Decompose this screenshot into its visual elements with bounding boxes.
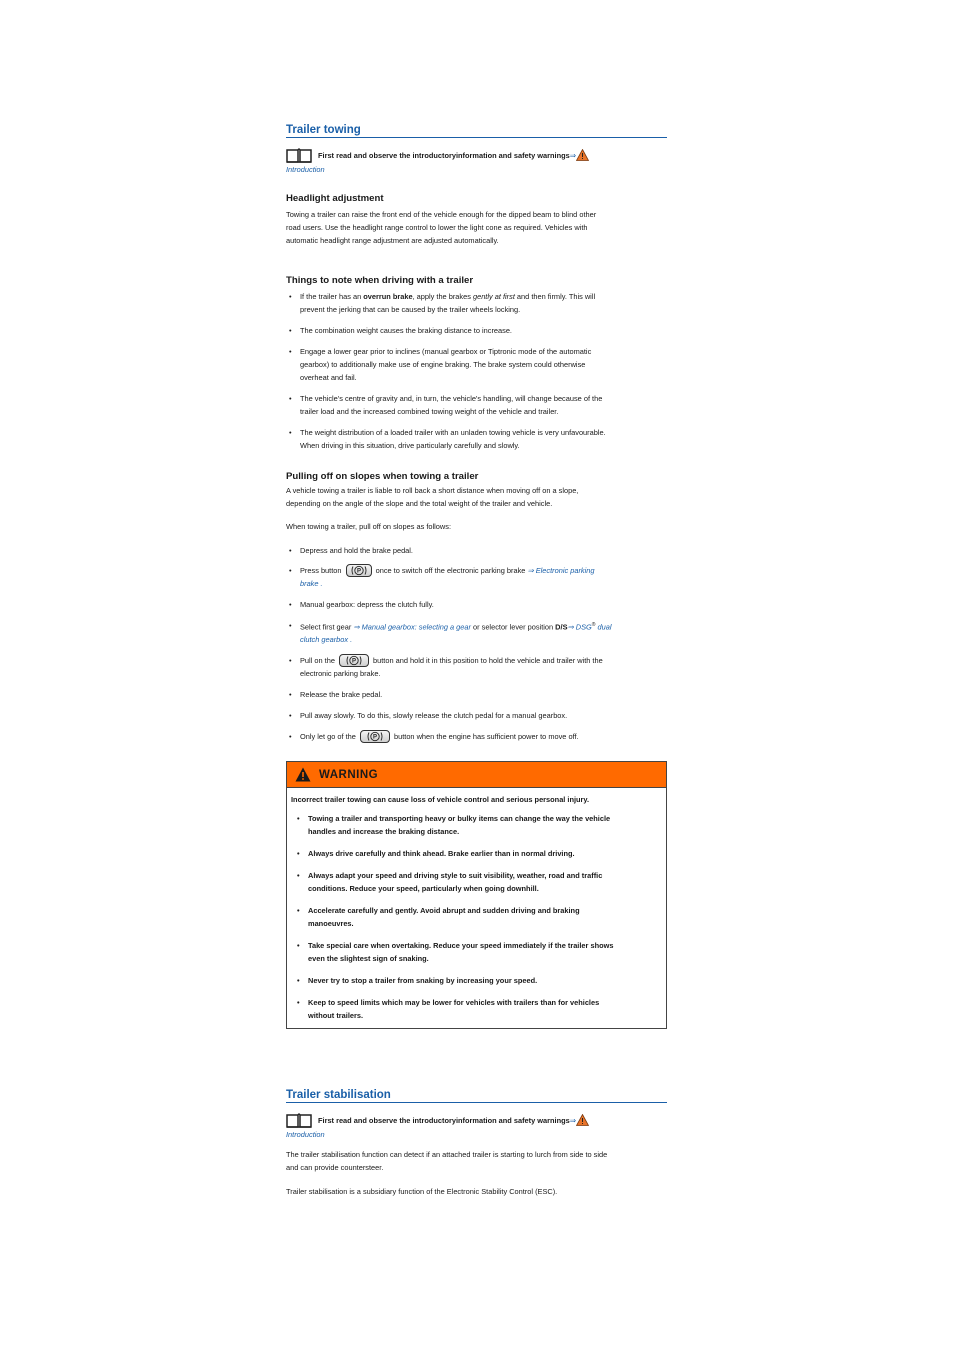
link-dsg-cont[interactable]: dual <box>595 622 612 632</box>
list-item: • The weight distribution of a loaded trailer with an unladen towing vehicle is very unfavourable. When driving in this situation, drive particularly carefully and slowly. <box>286 426 667 452</box>
text-line: automatic headlight range adjustment are adjusted automatically. <box>286 236 499 245</box>
svg-text:P: P <box>351 659 356 666</box>
parking-brake-button-icon <box>346 564 372 577</box>
list-item: • Towing a trailer and transporting heavy or bulky items can change the way the vehicle handles and increase the braking distance. <box>291 812 662 838</box>
slopes-lead: When towing a trailer, pull off on slopes as follows: <box>286 522 452 531</box>
link-electronic-parking-brake-cont[interactable]: brake . <box>300 579 323 588</box>
text-line: road users. Use the headlight range control to lower the light cone as required. Vehicles with <box>286 223 588 232</box>
warning-triangle-icon <box>295 767 311 782</box>
intro-link[interactable]: Introduction <box>286 165 325 174</box>
warning-box <box>286 761 667 1029</box>
list-item: • Engage a lower gear prior to inclines (manual gearbox or Tiptronic mode of the automatic gearbox) to additionally make use of engine braking. The brake system could otherwise overheat and fail. <box>286 345 667 384</box>
slopes-steps <box>286 544 667 743</box>
link-manual-gearbox[interactable]: ⇒ Manual gearbox: selecting a gear <box>353 622 471 632</box>
manual-page <box>286 124 667 1198</box>
things-list <box>286 290 667 452</box>
text-line: The trailer stabilisation function can detect if an attached trailer is starting to lurch from side to side <box>286 1150 608 1160</box>
section-title-trailer-towing: Trailer towing <box>286 124 667 138</box>
section-title-trailer-stabilisation: Trailer stabilisation <box>286 1089 667 1103</box>
things-title: Things to note when driving with a trailer <box>286 275 474 286</box>
svg-text:P: P <box>372 735 377 742</box>
book-icon <box>286 147 312 163</box>
intro-note <box>286 1112 667 1128</box>
list-item: • Always adapt your speed and driving style to suit visibility, weather, road and traffic conditions. Reduce your speed, particularly when going downhill. <box>291 869 662 895</box>
parking-brake-button-icon <box>360 730 390 743</box>
intro-arrow[interactable]: ⇒ <box>569 150 576 160</box>
list-item: • The vehicle's centre of gravity and, in turn, the vehicle's handling, will change because of the trailer load and the increased combined towing weight of the vehicle and trailer. <box>286 392 667 418</box>
headlight-paragraph <box>286 208 667 247</box>
intro-arrow[interactable]: ⇒ <box>569 1115 576 1125</box>
intro-text: First read and observe the introductoryinformation and safety warnings <box>318 150 570 160</box>
intro-note <box>286 147 667 163</box>
list-item: • Select first gear ⇒ Manual gearbox: selecting a gear or selector lever position D/S⇒ DSG® dual clutch gearbox . <box>286 619 667 646</box>
stabilisation-paragraph <box>286 1148 667 1174</box>
warning-list <box>291 812 662 1022</box>
list-item: • Accelerate carefully and gently. Avoid abrupt and sudden driving and braking manoeuvres. <box>291 904 662 930</box>
stabilisation-note: Trailer stabilisation is a subsidiary function of the Electronic Stability Control (ESC). <box>286 1187 558 1197</box>
text-line: depending on the angle of the slope and the total weight of the trailer and vehicle. <box>286 499 553 508</box>
warning-triangle-icon[interactable] <box>576 1114 589 1126</box>
text-line: A vehicle towing a trailer is liable to roll back a short distance when moving off on a slope, <box>286 486 579 495</box>
list-item: • Only let go of the P button when the engine has sufficient power to move off. <box>286 730 667 743</box>
warning-triangle-icon[interactable] <box>576 149 589 161</box>
list-item: • Take special care when overtaking. Reduce your speed immediately if the trailer shows even the slightest sign of snaking. <box>291 939 662 965</box>
link-dsg[interactable]: ⇒ DSG <box>567 622 592 632</box>
text-line: and can provide countersteer. <box>286 1163 384 1173</box>
list-item: • Manual gearbox: depress the clutch fully. <box>286 598 667 611</box>
text-line: Towing a trailer can raise the front end of the vehicle enough for the dipped beam to blind other <box>286 210 597 219</box>
link-dsg-cont2[interactable]: clutch gearbox . <box>300 635 353 645</box>
warning-header <box>287 762 666 788</box>
slopes-title: Pulling off on slopes when towing a trailer <box>286 471 479 482</box>
warning-title: WARNING <box>319 768 379 781</box>
list-item: • Always drive carefully and think ahead. Brake earlier than in normal driving. <box>291 847 662 860</box>
list-item: • Pull on the P button and hold it in this position to hold the vehicle and trailer with the electronic parking brake. <box>286 654 667 680</box>
list-item: • Release the brake pedal. <box>286 688 667 701</box>
list-item: • Pull away slowly. To do this, slowly release the clutch pedal for a manual gearbox. <box>286 709 667 722</box>
headlight-title: Headlight adjustment <box>286 193 384 204</box>
slopes-paragraph <box>286 484 667 510</box>
warning-lead: Incorrect trailer towing can cause loss of vehicle control and serious personal injury. <box>291 795 590 805</box>
list-item: • Depress and hold the brake pedal. <box>286 544 667 557</box>
list-item: • The combination weight causes the braking distance to increase. <box>286 324 667 337</box>
list-item: • Never try to stop a trailer from snaking by increasing your speed. <box>291 974 662 987</box>
list-item: • If the trailer has an overrun brake, apply the brakes gently at first and then firmly. This will prevent the jerking that can be caused by the trailer wheels locking. <box>286 290 667 316</box>
book-icon <box>286 1112 312 1128</box>
warning-body <box>287 788 666 1028</box>
list-item: • Press button P once to switch off the electronic parking brake ⇒ Electronic parking brake . <box>286 564 667 590</box>
link-electronic-parking-brake[interactable]: ⇒ Electronic parking <box>527 566 595 575</box>
intro-text: First read and observe the introductoryinformation and safety warnings <box>318 1115 570 1125</box>
parking-brake-button-icon <box>339 654 369 667</box>
svg-text:P: P <box>356 568 361 575</box>
list-item: • Keep to speed limits which may be lower for vehicles with trailers than for vehicles without trailers. <box>291 996 662 1022</box>
intro-link[interactable]: Introduction <box>286 1130 325 1140</box>
